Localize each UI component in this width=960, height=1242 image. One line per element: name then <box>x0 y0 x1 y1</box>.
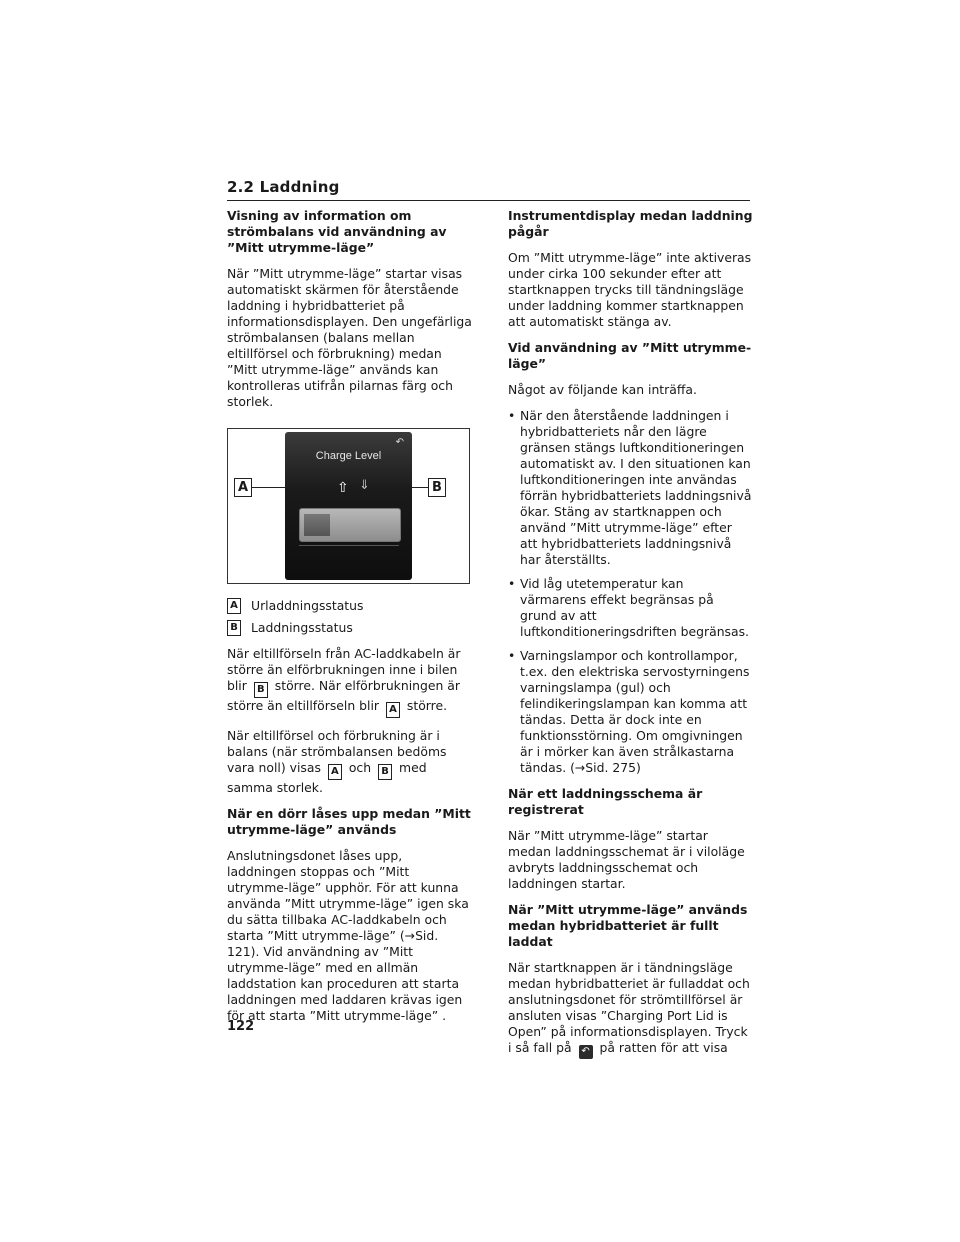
badge-a: A <box>328 764 342 780</box>
paragraph-instrument-display: Om ”Mitt utrymme-läge” inte aktiveras under cirka 100 sekunder efter att startknappen trycks till tändningsläge under laddning kommer startknappen att automatiskt stänga av. <box>508 250 752 329</box>
callout-line-a <box>250 487 285 488</box>
badge-b: B <box>254 682 268 698</box>
heading-instrument-display: Instrumentdisplay medan laddning pågår <box>508 208 753 239</box>
text-segment: på ratten för att visa <box>599 1040 728 1055</box>
heading-door-unlock: När en dörr låses upp medan ”Mitt utrymme-läge” används <box>227 806 471 837</box>
bullet-list <box>508 408 753 776</box>
page-number: 122 <box>227 1019 255 1034</box>
legend-item-a <box>227 598 472 614</box>
text-segment: större. När elförbrukningen är större än eltillförseln blir <box>227 678 460 713</box>
screen-title: Charge Level <box>315 450 382 462</box>
battery-scale <box>299 545 399 550</box>
badge-a: A <box>227 598 241 614</box>
paragraph-power-balance-intro: När ”Mitt utrymme-läge” startar visas automatiskt skärmen för återstående laddning i hybridbatteriet på informationsdisplayen. Den ungefärliga strömbalansen (balans mellan eltillförsel och förbrukning) medan ”Mitt utrymme-läge” används kan kontrolleras utifrån pilarnas färg och storlek. <box>227 266 472 409</box>
text-segment: och <box>348 760 372 775</box>
text-segment: När eltillförseln från AC-laddkabeln är större än elförbrukningen inne i bilen blir <box>227 646 461 693</box>
paragraph-fully-charged <box>508 960 753 1059</box>
paragraph-charging-schedule: När ”Mitt utrymme-läge” startar medan laddningsschemat är i viloläge avbryts laddningsschemat och laddningen startar. <box>508 828 745 891</box>
battery-gauge <box>299 508 401 542</box>
text-segment: större. <box>406 698 448 713</box>
discharge-arrow-icon: ⇧ <box>337 480 349 496</box>
legend-label-b: Laddningsstatus <box>251 620 353 635</box>
callout-a: A <box>234 478 252 497</box>
heading-using-my-room-mode: Vid användning av ”Mitt utrymme-läge” <box>508 340 752 371</box>
left-column <box>227 208 472 1034</box>
text-segment: När eltillförsel och förbrukning är i balans (när strömbalansen bedöms vara noll) visas <box>227 728 447 775</box>
text-segment: med samma storlek. <box>227 760 427 795</box>
battery-fill <box>304 514 330 536</box>
list-item: • När den återstående laddningen i hybridbatteriets når den lägre gränsen stängs luftkonditioneringen automatiskt av. I den situationen kan luftkonditioneringen inte användas förrän hybridbatteriets laddningsnivå ökar. Stäng av startknappen och använd ”Mitt utrymme-läge” efter att hybridbatteriets laddningsnivå har återställts. <box>508 408 753 568</box>
heading-charging-schedule: När ett laddningsschema är registrerat <box>508 786 703 817</box>
legend-label-a: Urladdningsstatus <box>251 598 364 613</box>
back-arrow-icon: ↶ <box>395 437 404 448</box>
legend-item-b <box>227 620 472 636</box>
charge-level-figure <box>227 428 470 584</box>
display-screen <box>285 432 412 580</box>
paragraph-following-may-occur: Något av följande kan inträffa. <box>508 382 697 397</box>
charge-arrow-icon: ⇓ <box>359 478 370 493</box>
paragraph-supply-greater <box>227 646 472 718</box>
text-segment: När startknappen är i tändningsläge medan hybridbatteriet är fulladdat och anslutningsdonet för strömtillförsel är ansluten visas ”Charging Port Lid is Open” på informationsdisplayen. Tryck i så fall på <box>508 960 750 1055</box>
paragraph-balance <box>227 728 472 796</box>
list-item: • Varningslampor och kontrollampor, t.ex. den elektriska servostyrningens varningslampa (gul) och felindikeringslampan kan komma att tändas. Detta är dock inte en funktionsstörning. Om omgivningen är i mörker kan även strålkastarna tändas. (→Sid. 275) <box>508 648 753 776</box>
heading-power-balance: Visning av information om strömbalans vid användning av ”Mitt utrymme-läge” <box>227 208 447 255</box>
section-title: 2.2 Laddning <box>227 178 340 196</box>
badge-b: B <box>378 764 392 780</box>
section-header <box>227 178 750 201</box>
back-button-icon: ↶ <box>579 1045 593 1059</box>
badge-a: A <box>386 702 400 718</box>
paragraph-door-unlock: Anslutningsdonet låses upp, laddningen stoppas och ”Mitt utrymme-läge” upphör. För att kunna använda ”Mitt utrymme-läge” igen ska du sätta tillbaka AC-laddkabeln och starta ”Mitt utrymme-läge” (→Sid. 121). Vid användning av ”Mitt utrymme-läge” med en allmän laddstation kan proceduren att starta laddningen med laddaren krävas igen för att starta ”Mitt utrymme-läge” . <box>227 848 469 1023</box>
right-column <box>508 208 753 1069</box>
badge-b: B <box>227 620 241 636</box>
callout-b: B <box>428 478 446 497</box>
list-item: • Vid låg utetemperatur kan värmarens effekt begränsas på grund av att luftkonditioneringsdriften begränsas. <box>508 576 753 640</box>
heading-fully-charged: När ”Mitt utrymme-läge” används medan hybridbatteriet är fullt laddat <box>508 902 748 949</box>
